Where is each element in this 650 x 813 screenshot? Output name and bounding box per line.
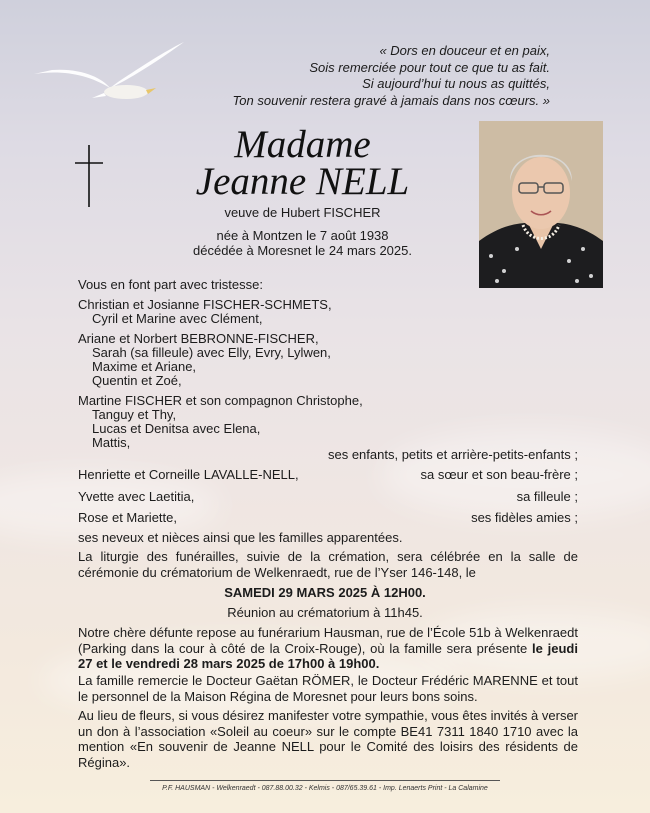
cross-icon	[75, 145, 103, 207]
family-line: Quentin et Zoé,	[92, 373, 182, 388]
liturgy-paragraph: La liturgie des funérailles, suivie de la crémation, sera célébrée en la salle de cérémonie du crématorium de Welkenraedt, rue de l’Yser 146-148, le	[78, 549, 578, 580]
family-line: Lucas et Denitsa avec Elena,	[92, 421, 261, 436]
family-row	[78, 510, 578, 525]
family-line: Sarah (sa filleule) avec Elly, Evry, Lylwen,	[92, 345, 331, 360]
family-row-relation: sa sœur et son beau-frère ;	[420, 467, 578, 482]
rest-visiting-hours: le jeudi 27 et le vendredi 28 mars 2025 de 17h00 à 19h00.	[78, 640, 578, 671]
flowers-paragraph: Au lieu de fleurs, si vous désirez manifester votre sympathie, vous êtes invités à verser un don à l’association «Soleil au coeur» sur le compte BE41 7311 1840 1710 avec la mention «En souvenir de Jeanne NELL pour le Comité des loisirs des résidents de Régina».	[78, 708, 578, 770]
meeting-line: Réunion au crématorium à 11h45.	[227, 605, 423, 620]
widow-line: veuve de Hubert FISCHER	[224, 205, 381, 220]
death-line: décédée à Moresnet le 24 mars 2025.	[193, 243, 412, 258]
intro-line: Vous en font part avec tristesse:	[78, 277, 263, 292]
birth-line: née à Montzen le 7 août 1938	[216, 228, 389, 243]
poem-line: « Dors en douceur et en paix,	[379, 43, 550, 58]
poem	[150, 43, 550, 109]
funeral-date: SAMEDI 29 MARS 2025 À 12H00.	[224, 585, 426, 600]
family-line: Christian et Josianne FISCHER-SCHMETS,	[78, 297, 332, 312]
rest-text: Notre chère défunte repose au funérarium Hausman, rue de l’École 51b à Welkenraedt (Parking dans la cour à côté de la Croix-Rouge), où la famille sera présente	[78, 625, 578, 656]
poem-line: Sois remerciée pour tout ce que tu as fait.	[309, 59, 550, 75]
footer-credits: P.F. HAUSMAN - Welkenraedt - 087.88.00.32 - Kelmis - 087/65.39.61 - Imp. Lenaerts Print - La Calamine	[162, 785, 488, 792]
title-madame: Madame	[234, 123, 371, 166]
closing-line: ses neveux et nièces ainsi que les familles apparentées.	[78, 530, 403, 545]
family-line: Ariane et Norbert BEBRONNE-FISCHER,	[78, 331, 319, 346]
family-row-name: Rose et Mariette,	[78, 510, 177, 525]
family-row	[78, 489, 578, 504]
family-line: Mattis,	[92, 435, 131, 450]
family-row	[78, 467, 578, 482]
relation-children: ses enfants, petits et arrière-petits-enfants ;	[327, 447, 578, 462]
footer-divider	[150, 780, 500, 781]
portrait-photo	[479, 121, 603, 288]
family-row-name: Henriette et Corneille LAVALLE-NELL,	[78, 467, 299, 482]
family-line: Tanguy et Thy,	[92, 407, 177, 422]
family-row-name: Yvette avec Laetitia,	[78, 489, 195, 504]
deceased-name: Jeanne NELL	[195, 160, 410, 203]
family-line: Cyril et Marine avec Clément,	[92, 311, 263, 326]
family-line: Martine FISCHER et son compagnon Christophe,	[78, 393, 363, 408]
poem-line: Si aujourd’hui tu nous as quittés,	[362, 76, 550, 91]
thanks-paragraph: La famille remercie le Docteur Gaëtan RÖMER, le Docteur Frédéric MARENNE et tout le personnel de la Maison Régina de Moresnet pour leurs bons soins.	[78, 673, 578, 704]
family-line: Maxime et Ariane,	[92, 359, 197, 374]
family-row-relation: ses fidèles amies ;	[471, 510, 578, 525]
poem-line: Ton souvenir restera gravé à jamais dans nos cœurs. »	[232, 92, 550, 108]
family-row-relation: sa filleule ;	[516, 489, 578, 504]
rest-paragraph	[78, 625, 578, 672]
